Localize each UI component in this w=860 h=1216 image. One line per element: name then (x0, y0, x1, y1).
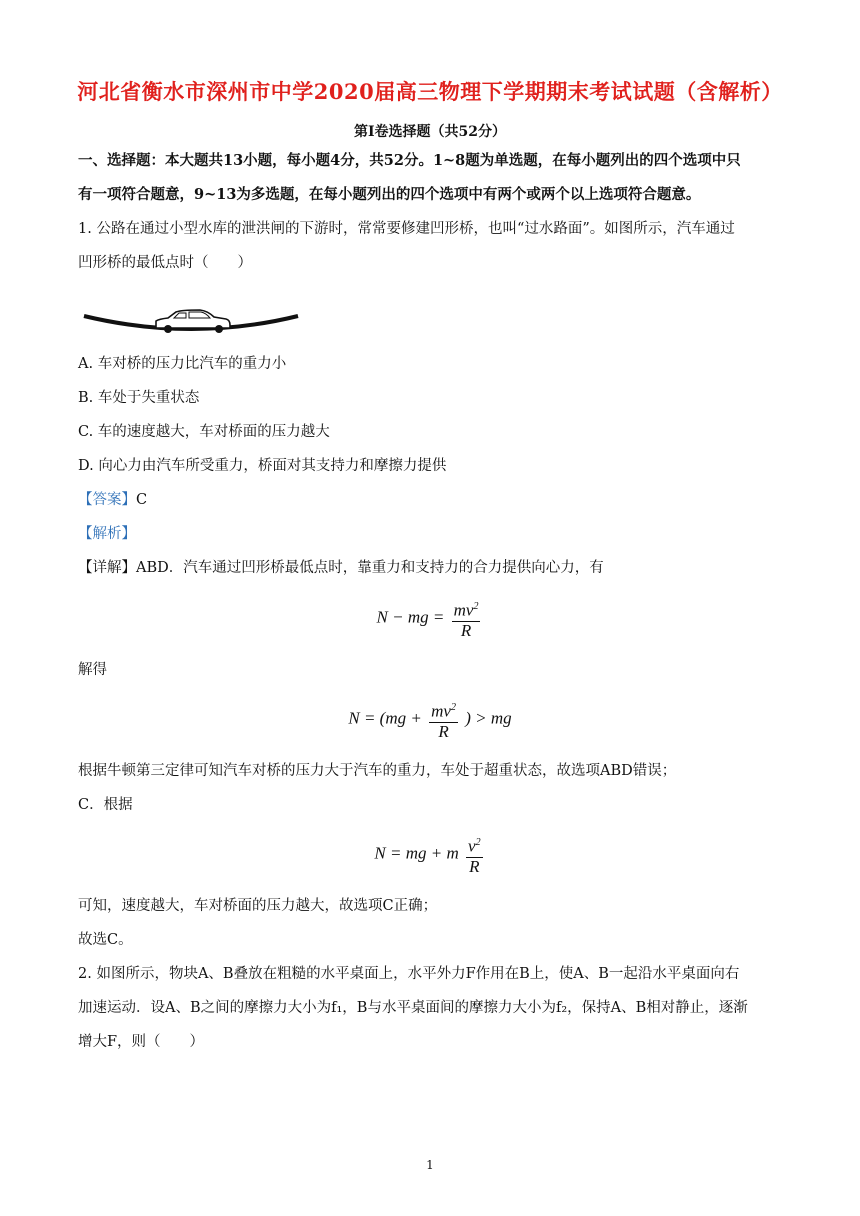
instructions-line-2: 有一项符合题意，9~13为多选题，在每小题列出的四个选项中有两个或两个以上选项符合题意。 (78, 186, 701, 203)
section-heading: 第Ⅰ卷选择题（共52分） (353, 124, 507, 140)
final-answer: 故选C。 (78, 932, 133, 948)
q1-stem-line-1: 1. 公路在通过小型水库的泄洪闸的下游时，常常要修建凹形桥，也叫“过水路面”。如图所示，汽车通过 (78, 221, 735, 237)
formula-2-lhs: N = (mg + (348, 708, 422, 728)
document-title: 河北省衡水市深州市中学2020届高三物理下学期期末考试试题（含解析） (77, 79, 783, 104)
formula-3-exponent: 2 (475, 837, 481, 848)
solve-label: 解得 (78, 662, 107, 678)
formula-2-denominator: R (438, 721, 449, 741)
page-number: 1 (426, 1158, 434, 1172)
formula-1-lhs: N − mg = (376, 607, 445, 627)
answer-value: C (136, 492, 148, 508)
detail-text: ABD．汽车通过凹形桥最低点时，靠重力和支持力的合力提供向心力，有 (136, 560, 604, 576)
formula-3-lhs: N = mg + m (374, 843, 459, 863)
analysis-line (78, 524, 798, 544)
analysis-tag: 【解析】 (78, 526, 136, 542)
q2-stem-line-3: 增大F，则（ ） (78, 1034, 205, 1050)
formula-3-numerator: v (468, 836, 476, 856)
formula-2-exponent: 2 (450, 702, 456, 713)
formula-1-denominator: R (460, 620, 472, 640)
q2-stem-line-2: 加速运动．设A、B之间的摩擦力大小为f₁，B与水平桌面间的摩擦力大小为f₂，保持A、B相对静止，逐渐 (78, 1000, 748, 1016)
formula-1-numerator: mv (453, 600, 474, 620)
formula-3-denominator: R (469, 856, 480, 876)
formula-3 (0, 834, 860, 876)
formula-1-exponent: 2 (473, 601, 479, 612)
formula-2-rhs: ) > mg (465, 708, 512, 728)
answer-line (78, 490, 798, 510)
q1-stem-line-2: 凹形桥的最低点时（ ） (78, 255, 252, 271)
q2-stem-line-1: 2. 如图所示，物块A、B叠放在粗糙的水平桌面上，水平外力F作用在B上，使A、B一起沿水平桌面向右 (78, 966, 740, 982)
q1-option-c: C. 车的速度越大，车对桥面的压力越大 (78, 424, 330, 440)
formula-1 (0, 598, 860, 640)
formula-2-numerator: mv (431, 701, 451, 721)
q1-option-d: D. 向心力由汽车所受重力，桥面对其支持力和摩擦力提供 (78, 458, 447, 474)
detail-tag: 【详解】 (78, 560, 136, 576)
q1-option-b: B. 车处于失重状态 (78, 390, 200, 406)
answer-tag: 【答案】 (78, 492, 136, 508)
detail-line (78, 558, 798, 578)
conclusion-2: 可知，速度越大，车对桥面的压力越大，故选项C正确； (78, 898, 438, 914)
q1-option-a: A. 车对桥的压力比汽车的重力小 (78, 356, 287, 372)
concave-bridge-figure (80, 298, 302, 338)
instructions-line-1: 一、选择题：本大题共13小题，每小题4分，共52分。1~8题为单选题，在每小题列出的四个选项中只 (78, 152, 741, 169)
formula-2 (0, 699, 860, 741)
c-label: C．根据 (78, 797, 133, 813)
conclusion-1: 根据牛顿第三定律可知汽车对桥的压力大于汽车的重力，车处于超重状态，故选项ABD错误； (78, 763, 677, 779)
